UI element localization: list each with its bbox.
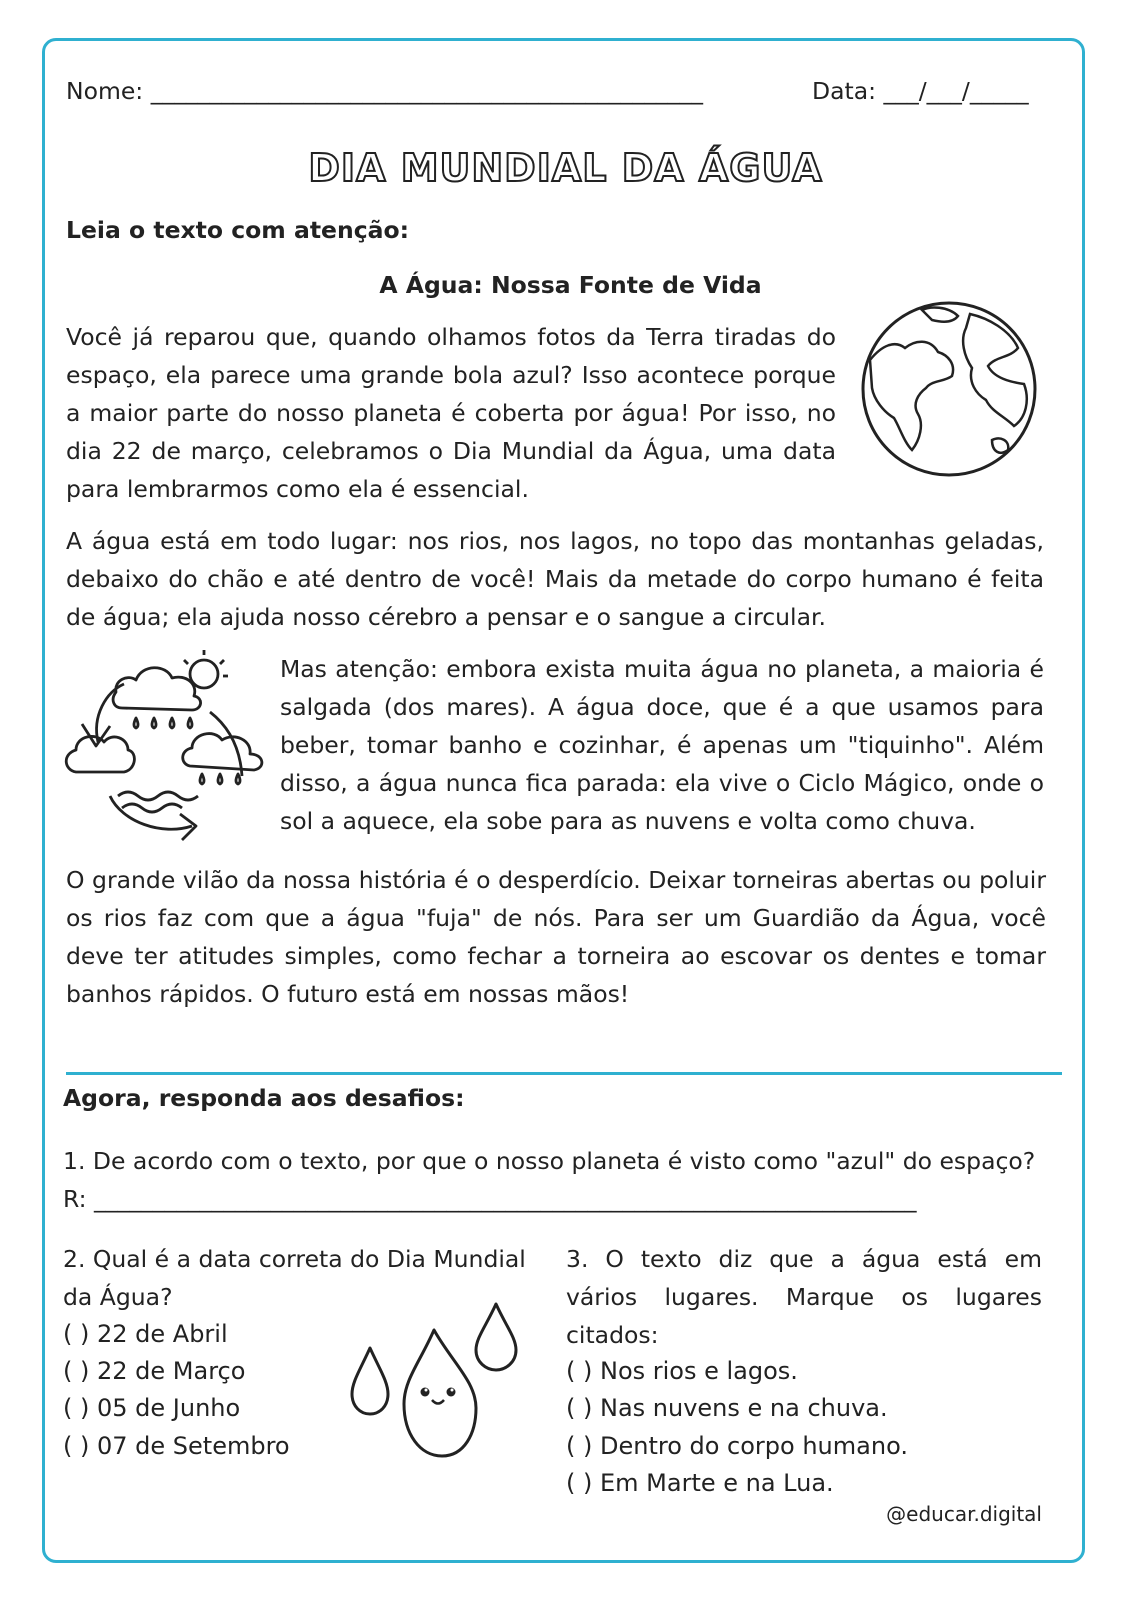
paragraph-4: O grande vilão da nossa história é o desperdício. Deixar torneiras abertas ou poluir os rios faz com que a água "fuja" de nós. Para ser um Guardião da Água, você deve ter atitudes simples, como fechar a torneira ao escovar os dentes e tomar banhos rápidos. O futuro está em nossas mãos!	[66, 866, 1046, 1008]
q3-option-2[interactable]: ( ) Nas nuvens e na chuva.	[566, 1394, 888, 1422]
paragraph-2: A água está em todo lugar: nos rios, nos lagos, no topo das montanhas geladas, debaixo do chão e até dentro de você! Mais da metade do corpo humano é feita de água; ela ajuda nosso cérebro a pensar e o sangue a circular.	[66, 527, 1044, 631]
water-cycle-icon	[62, 646, 272, 842]
question-3: 3. O texto diz que a água está em vários lugares. Marque os lugares citados:	[566, 1245, 1042, 1349]
date-field[interactable]: Data: ___/___/_____	[812, 77, 1029, 105]
water-drops-icon	[348, 1300, 520, 1460]
q2-option-1[interactable]: ( ) 22 de Abril	[63, 1320, 228, 1348]
q3-option-1[interactable]: ( ) Nos rios e lagos.	[566, 1357, 798, 1385]
q3-option-4[interactable]: ( ) Em Marte e na Lua.	[566, 1469, 834, 1497]
challenges-heading: Agora, responda aos desafios:	[63, 1084, 465, 1112]
q2-option-2[interactable]: ( ) 22 de Março	[63, 1357, 246, 1385]
name-field[interactable]: Nome: _______________________________________________	[66, 77, 703, 105]
q3-option-3[interactable]: ( ) Dentro do corpo humano.	[566, 1432, 908, 1460]
paragraph-3: Mas atenção: embora exista muita água no planeta, a maioria é salgada (dos mares). A água doce, que é a que usamos para beber, tomar banho e cozinhar, é apenas um "tiquinho". Além disso, a água nunca fica parada: ela vive o Ciclo Mágico, onde o sol a aquece, ela sobe para as nuvens e volta como chuva.	[280, 655, 1044, 835]
question-1: 1. De acordo com o texto, por que o nosso planeta é visto como "azul" do espaço?	[63, 1147, 1036, 1175]
earth-icon	[860, 300, 1038, 478]
footer-credit: @educar.digital	[886, 1502, 1042, 1526]
page-title: DIA MUNDIAL DA ÁGUA	[308, 146, 823, 190]
text-title: A Água: Nossa Fonte de Vida	[379, 271, 762, 299]
paragraph-1: Você já reparou que, quando olhamos fotos da Terra tiradas do espaço, ela parece uma grande bola azul? Isso acontece porque a maior parte do nosso planeta é coberta por água! Por isso, no dia 22 de março, celebramos o Dia Mundial da Água, uma data para lembrarmos como ela é essencial.	[66, 323, 836, 503]
answer-line-1[interactable]: R: ______________________________________________________________________	[63, 1185, 917, 1213]
question-2: 2. Qual é a data correta do Dia Mundial da Água?	[63, 1245, 526, 1311]
q2-option-4[interactable]: ( ) 07 de Setembro	[63, 1432, 290, 1460]
section-divider	[66, 1072, 1062, 1075]
q2-option-3[interactable]: ( ) 05 de Junho	[63, 1394, 241, 1422]
instruction: Leia o texto com atenção:	[66, 216, 410, 244]
